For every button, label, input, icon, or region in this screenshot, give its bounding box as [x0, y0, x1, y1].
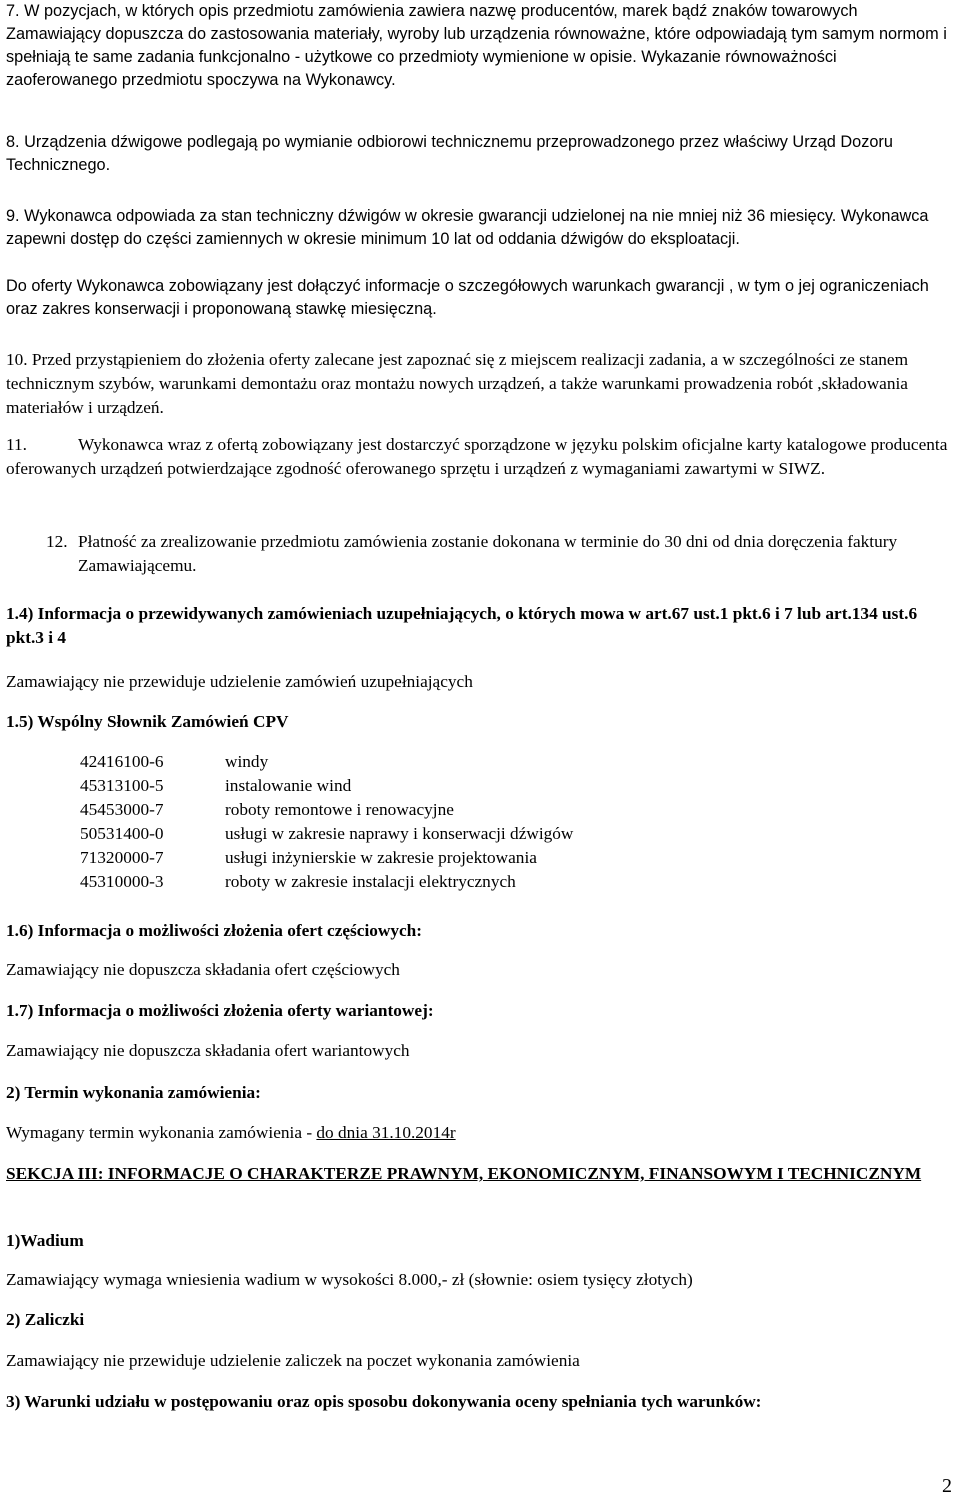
paragraph-11-text: Wykonawca wraz z ofertą zobowiązany jest dostarczyć sporządzone w języku polskim oficjalne karty katalogowe producenta oferowanych urządzeń potwierdzające zgodność oferowanego sprzętu i urządzeń z wymaganiami zawartymi w SIWZ.: [6, 435, 948, 478]
paragraph-10: 10. Przed przystąpieniem do złożenia oferty zalecane jest zapoznać się z miejscem realizacji zadania, a w szczególności ze stanem technicznym szybów, warunkami demontażu oraz montażu nowych urządzeń, a także warunkami prowadzenia robót ,składowania materiałów i urządzeń.: [6, 350, 909, 417]
cpv-description: windy: [225, 752, 269, 771]
section-1-7-heading: 1.7) Informacja o możliwości złożenia oferty wariantowej:: [6, 1001, 434, 1020]
paragraph-9-warranty: Do oferty Wykonawca zobowiązany jest dołączyć informacje o szczegółowych warunkach gwarancji , w tym o jej ograniczeniach oraz zakres konserwacji i proponowaną stawkę miesięczną.: [6, 277, 929, 318]
paragraph-12-text: Płatność za zrealizowanie przedmiotu zamówienia zostanie dokonana w terminie do 30 dni od dnia doręczenia faktury Zamawiającemu.: [78, 532, 898, 575]
cpv-description: usługi w zakresie naprawy i konserwacji dźwigów: [225, 824, 574, 843]
cpv-description: usługi inżynierskie w zakresie projektowania: [225, 848, 537, 867]
section-1-6-heading: 1.6) Informacja o możliwości złożenia ofert częściowych:: [6, 921, 423, 940]
section-1-4-heading: 1.4) Informacja o przewidywanych zamówieniach uzupełniających, o których mowa w art.67 ust.1 pkt.6 i 7 lub art.134 ust.6 pkt.3 i 4: [6, 604, 918, 647]
paragraph-9: 9. Wykonawca odpowiada za stan techniczny dźwigów w okresie gwarancji udzielonej na nie mniej niż 36 miesięcy. Wykonawca zapewni dostęp do części zamiennych w okresie minimum 10 lat od oddania dźwigów do eksploatacji.: [6, 207, 929, 248]
wadium-text: Zamawiający wymaga wniesienia wadium w wysokości 8.000,- zł (słownie: osiem tysięcy złotych): [6, 1270, 693, 1289]
cpv-code: 45310000-3: [80, 872, 164, 891]
section-1-7-text: Zamawiający nie dopuszcza składania ofert wariantowych: [6, 1041, 410, 1060]
paragraph-7: 7. W pozycjach, w których opis przedmiotu zamówienia zawiera nazwę producentów, marek bądź znaków towarowych Zamawiający dopuszcza do zastosowania materiały, wyroby lub urządzenia równoważne, które odpowiadają tym samym normom i spełniają te same zadania funkcjonalno - użytkowe co przedmioty wymienione w opisie. Wykazanie równoważności zaoferowanego przedmiotu spoczywa na Wykonawcy.: [6, 2, 947, 89]
section-1-5-heading: 1.5) Wspólny Słownik Zamówień CPV: [6, 712, 289, 731]
deadline-label: Wymagany termin wykonania zamówienia -: [6, 1123, 317, 1142]
cpv-code: 45313100-5: [80, 776, 164, 795]
cpv-description: roboty remontowe i renowacyjne: [225, 800, 454, 819]
paragraph-8: 8. Urządzenia dźwigowe podlegają po wymianie odbiorowi technicznemu przeprowadzonego przez właściwy Urząd Dozoru Technicznego.: [6, 133, 893, 174]
page-number: 2: [942, 1475, 952, 1497]
section-3-heading: SEKCJA III: INFORMACJE O CHARAKTERZE PRAWNYM, EKONOMICZNYM, FINANSOWYM I TECHNICZNYM: [6, 1164, 922, 1183]
cpv-code: 50531400-0: [80, 824, 164, 843]
paragraph-12-number: 12.: [46, 532, 68, 551]
zaliczki-text: Zamawiający nie przewiduje udzielenie zaliczek na poczet wykonania zamówienia: [6, 1351, 580, 1370]
zaliczki-heading: 2) Zaliczki: [6, 1310, 85, 1329]
section-2-text: [6, 1121, 952, 1145]
cpv-description: roboty w zakresie instalacji elektrycznych: [225, 872, 516, 891]
paragraph-11-number: 11.: [6, 435, 27, 454]
cpv-code: 71320000-7: [80, 848, 164, 867]
paragraph-12: [46, 530, 952, 578]
cpv-code: 45453000-7: [80, 800, 164, 819]
wadium-heading: 1)Wadium: [6, 1231, 84, 1250]
paragraph-11: [6, 433, 952, 481]
conditions-heading: 3) Warunki udziału w postępowaniu oraz opis sposobu dokonywania oceny spełniania tych warunków:: [6, 1392, 762, 1411]
section-1-6-text: Zamawiający nie dopuszcza składania ofert częściowych: [6, 960, 400, 979]
cpv-description: instalowanie wind: [225, 776, 352, 795]
deadline-date: do dnia 31.10.2014r: [316, 1123, 456, 1142]
cpv-code: 42416100-6: [80, 752, 164, 771]
section-2-heading: 2) Termin wykonania zamówienia:: [6, 1083, 261, 1102]
section-1-4-text: Zamawiający nie przewiduje udzielenie zamówień uzupełniających: [6, 672, 473, 691]
